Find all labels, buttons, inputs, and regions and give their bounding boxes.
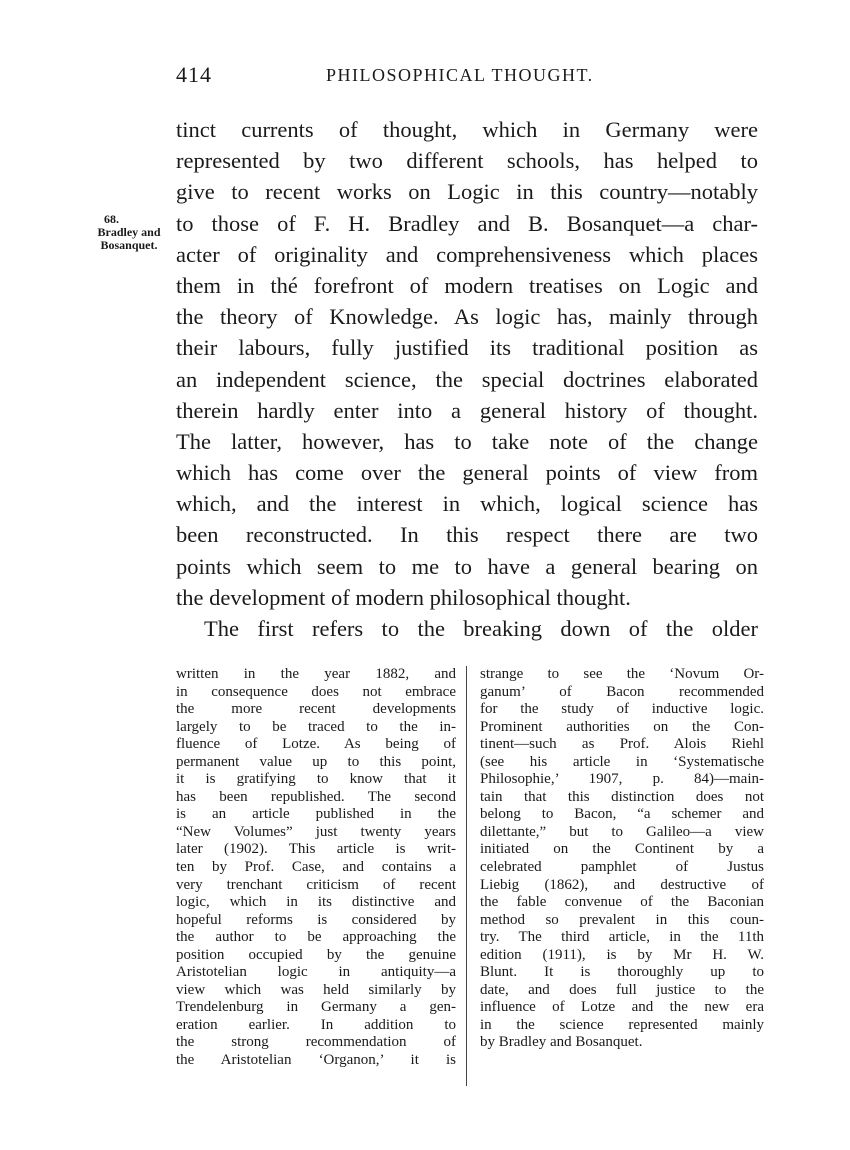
footnote-line: date, and does full justice to the [480, 981, 764, 998]
body-line: the development of modern philosophical thought. [176, 584, 631, 610]
body-line: which has come over the general points of view from [176, 460, 758, 486]
footnote-line: very trenchant criticism of recent [176, 876, 456, 893]
footnote-line: in the science represented mainly [480, 1016, 764, 1033]
margin-note-number: 68. [104, 212, 119, 226]
footnote-line: logic, which in its distinctive and [176, 894, 456, 911]
footnote-line: Prominent authorities on the Con- [480, 718, 764, 735]
body-line: which, and the interest in which, logical science has [176, 491, 758, 517]
footnote-line: fluence of Lotze. As being of [176, 736, 456, 753]
footnote-column-right [480, 666, 764, 1052]
footnote-line: it is gratifying to know that it [176, 771, 456, 788]
footnote-line: view which was held similarly by [176, 981, 456, 998]
footnote-line: initiated on the Continent by a [480, 841, 764, 858]
body-line: been reconstructed. In this respect there are two [176, 522, 758, 548]
body-line: represented by two different schools, has helped to [176, 148, 758, 174]
footnote-line: for the study of inductive logic. [480, 701, 764, 718]
running-title: PHILOSOPHICAL THOUGHT. [326, 65, 594, 85]
footnote-line: ganum’ of Bacon recommended [480, 683, 764, 700]
footnote-line: try. The third article, in the 11th [480, 929, 764, 946]
footnote-line: later (1902). This article is writ- [176, 841, 456, 858]
page-number: 414 [176, 62, 212, 87]
body-line: an independent science, the special doctrines elaborated [176, 366, 758, 392]
page-header [176, 62, 758, 92]
margin-note [84, 213, 174, 252]
body-line: The latter, however, has to take note of the change [176, 428, 758, 454]
body-line: give to recent works on Logic in this country—notably [176, 179, 758, 205]
footnote-line: celebrated pamphlet of Justus [480, 859, 764, 876]
body-line: tinct currents of thought, which in Germany were [176, 117, 758, 142]
footnote-line: tain that this distinction does not [480, 788, 764, 805]
footnote-line: the strong recommendation of [176, 1034, 456, 1051]
footnote-line: Trendelenburg in Germany a gen- [176, 999, 456, 1016]
column-divider [466, 666, 467, 1086]
footnote-line: “New Volumes” just twenty years [176, 823, 456, 840]
footnote-line: Aristotelian logic in antiquity—a [176, 964, 456, 981]
body-line: them in thé forefront of modern treatises on Logic and [176, 272, 758, 298]
footnote-line: the Aristotelian ‘Organon,’ it is [176, 1052, 456, 1069]
footnote-line: hopeful reforms is considered by [176, 911, 456, 928]
footnote-line: eration earlier. In addition to [176, 1016, 456, 1033]
margin-note-line: Bosanquet. [100, 238, 158, 252]
body-line: to those of F. H. Bradley and B. Bosanquet—a char- [176, 210, 758, 236]
footnote-line: largely to be traced to the in- [176, 718, 456, 735]
footnote-line: written in the year 1882, and [176, 666, 456, 682]
footnote-line: the fable convenue of the Baconian [480, 894, 764, 911]
footnote-line: permanent value up to this point, [176, 753, 456, 770]
footnote-line: the more recent developments [176, 701, 456, 718]
footnote-column-left [176, 666, 456, 1070]
body-line: acter of originality and comprehensiveness which places [176, 241, 758, 267]
footnote-line: is an article published in the [176, 806, 456, 823]
footnote-line: Philosophie,’ 1907, p. 84)—main- [480, 771, 764, 788]
body-paragraph [176, 114, 758, 644]
footnote-line: method so prevalent in this coun- [480, 911, 764, 928]
footnote-line: edition (1911), is by Mr H. W. [480, 946, 764, 963]
body-line: The first refers to the breaking down of the older [204, 616, 758, 641]
footnote-line: strange to see the ‘Novum Or- [480, 666, 764, 682]
footnotes [176, 666, 766, 1096]
footnote-line: (see his article in ‘Systematische [480, 753, 764, 770]
body-line: the theory of Knowledge. As logic has, mainly through [176, 304, 758, 330]
footnote-line: the author to be approaching the [176, 929, 456, 946]
footnote-line: belong to Bacon, “a schemer and [480, 806, 764, 823]
body-line: therein hardly enter into a general history of thought. [176, 397, 758, 423]
body-line: points which seem to me to have a general bearing on [176, 553, 758, 579]
footnote-line: has been republished. The second [176, 788, 456, 805]
body-line: their labours, fully justified its traditional position as [176, 335, 758, 361]
footnote-line: by Bradley and Bosanquet. [480, 1034, 643, 1051]
footnote-line: Blunt. It is thoroughly up to [480, 964, 764, 981]
footnote-line: tinent—such as Prof. Alois Riehl [480, 736, 764, 753]
footnote-line: ten by Prof. Case, and contains a [176, 859, 456, 876]
footnote-line: in consequence does not embrace [176, 683, 456, 700]
footnote-line: influence of Lotze and the new era [480, 999, 764, 1016]
footnote-line: Liebig (1862), and destructive of [480, 876, 764, 893]
footnote-line: position occupied by the genuine [176, 946, 456, 963]
footnote-line: dilettante,” but to Galileo—a view [480, 823, 764, 840]
margin-note-line: Bradley and [97, 225, 161, 239]
